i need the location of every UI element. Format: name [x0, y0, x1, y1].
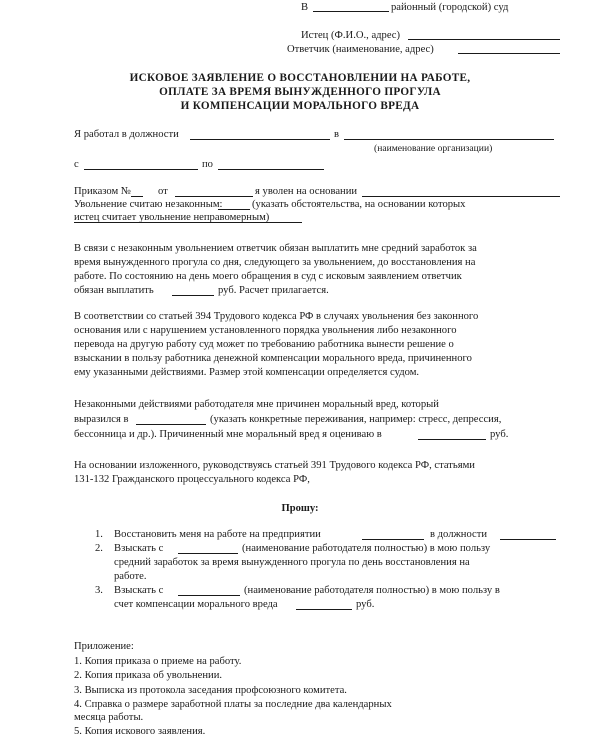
p2-line-2: основания или с нарушением установленного порядка увольнения либо незаконного: [74, 325, 457, 336]
order-date-blank[interactable]: [175, 196, 253, 197]
request-2-line-3: работе.: [114, 571, 147, 582]
organization-blank[interactable]: [344, 139, 554, 140]
moral-compensation-blank[interactable]: [296, 609, 352, 610]
court-label: районный (городской) суд: [391, 2, 509, 13]
unlawful-intro: Увольнение считаю незаконным:: [74, 199, 223, 210]
title-line-1: ИСКОВОЕ ЗАЯВЛЕНИЕ О ВОССТАНОВЛЕНИИ НА РАБОТЕ,: [129, 72, 471, 84]
document-title: [0, 71, 600, 113]
plaintiff-blank[interactable]: [408, 39, 560, 40]
order-number-blank[interactable]: [131, 196, 143, 197]
request-2-num: 2.: [95, 543, 103, 554]
p2-line-1: В соответствии со статьей 394 Трудового кодекса РФ в случаях увольнения без законного: [74, 311, 479, 322]
from-date-blank[interactable]: [84, 169, 198, 170]
dismissed-label: я уволен на основании: [255, 186, 358, 197]
employer-blank-2[interactable]: [178, 595, 240, 596]
attachment-1: 1. Копия приказа о приеме на работу.: [74, 656, 242, 667]
p4-line-1: На основании изложенного, руководствуясь статьей 391 Трудового кодекса РФ, статьями: [74, 460, 475, 471]
request-3-line-2a: счет компенсации морального вреда: [114, 599, 278, 610]
p4-line-2: 131-132 Гражданского процессуального кодекса РФ,: [74, 474, 310, 485]
unlawful-blank[interactable]: [218, 209, 250, 210]
request-3-num: 3.: [95, 585, 103, 596]
harm-amount-blank[interactable]: [418, 439, 486, 440]
order-from: от: [158, 186, 168, 197]
request-2-text-a: Взыскать с: [114, 543, 164, 554]
in-prep: в: [334, 129, 340, 140]
p2-line-5: ему указанными действиями. Размер этой компенсации определяется судом.: [74, 367, 420, 378]
worked-as-label: Я работал в должности: [74, 129, 179, 140]
request-3-text-a: Взыскать с: [114, 585, 164, 596]
unlawful-hint-underline: [74, 222, 302, 223]
defendant-blank[interactable]: [458, 53, 560, 54]
enterprise-blank[interactable]: [362, 539, 424, 540]
p1-line-1: В связи с незаконным увольнением ответчик обязан выплатить мне средний заработок за: [74, 243, 477, 254]
request-2-text-b: (наименование работодателя полностью) в мою пользу: [242, 543, 491, 554]
attachment-4-cont: месяца работы.: [74, 712, 144, 723]
to-date-blank[interactable]: [218, 169, 324, 170]
attachment-2: 2. Копия приказа об увольнении.: [74, 670, 223, 681]
order-prefix: Приказом №: [74, 186, 131, 197]
request-1-num: 1.: [95, 529, 103, 540]
p2-line-3: перевода на другую работу суд может по требованию работника вынести решение о: [74, 339, 454, 350]
plaintiff-label: Истец (Ф.И.О., адрес): [301, 30, 401, 41]
unlawful-hint-1: (указать обстоятельства, на основании которых: [252, 199, 466, 210]
p1-line-4a: обязан выплатить: [74, 285, 154, 296]
p1-line-2: время вынужденного прогула со дня, следующего за увольнением, до восстановления на: [74, 257, 476, 268]
p2-line-4: взыскании в пользу работника денежной компенсации морального вреда, причиненного: [74, 353, 472, 364]
restore-position-blank[interactable]: [500, 539, 556, 540]
to-label: по: [202, 159, 213, 170]
court-prefix: В: [301, 2, 309, 13]
p3-line-2a: выразился в: [74, 414, 129, 425]
request-2-line-2: средний заработок за время вынужденного прогула по день восстановления на: [114, 557, 470, 568]
p3-line-3b: руб.: [490, 429, 509, 440]
request-3-line-2b: руб.: [356, 599, 375, 610]
request-heading: Прошу:: [281, 503, 319, 514]
earnings-amount-blank[interactable]: [172, 295, 214, 296]
position-blank[interactable]: [190, 139, 330, 140]
attachment-4: 4. Справка о размере заработной платы за последние два календарных: [74, 699, 392, 710]
request-1-text-a: Восстановить меня на работе на предприятии: [114, 529, 321, 540]
attachment-3: 3. Выписка из протокола заседания профсоюзного комитета.: [74, 685, 347, 696]
p1-line-4b: руб. Расчет прилагается.: [218, 285, 329, 296]
harm-description-blank[interactable]: [136, 424, 206, 425]
title-line-3: И КОМПЕНСАЦИИ МОРАЛЬНОГО ВРЕДА: [180, 100, 420, 112]
org-hint: (наименование организации): [374, 143, 493, 154]
p1-line-3: работе. По состоянию на день моего обращения в суд с исковым заявлением ответчик: [74, 271, 462, 282]
p3-line-2b: (указать конкретные переживания, например: стресс, депрессия,: [210, 414, 502, 425]
court-blank[interactable]: [313, 11, 389, 12]
title-line-2: ОПЛАТЕ ЗА ВРЕМЯ ВЫНУЖДЕННОГО ПРОГУЛА: [159, 86, 441, 98]
unlawful-hint-2: истец считает увольнение неправомерным): [74, 212, 270, 223]
attachments-heading: Приложение:: [74, 641, 134, 652]
request-1-text-b: в должности: [430, 529, 488, 540]
dismissal-basis-blank[interactable]: [362, 196, 560, 197]
p3-line-3a: бессонница и др.). Причиненный мне моральный вред я оцениваю в: [74, 429, 382, 440]
defendant-label: Ответчик (наименование, адрес): [287, 44, 434, 55]
employer-blank-1[interactable]: [178, 553, 238, 554]
from-label: с: [74, 159, 79, 170]
attachment-5: 5. Копия искового заявления.: [74, 726, 206, 737]
p3-line-1: Незаконными действиями работодателя мне причинен моральный вред, который: [74, 399, 439, 410]
request-3-text-b: (наименование работодателя полностью) в мою пользу в: [244, 585, 500, 596]
